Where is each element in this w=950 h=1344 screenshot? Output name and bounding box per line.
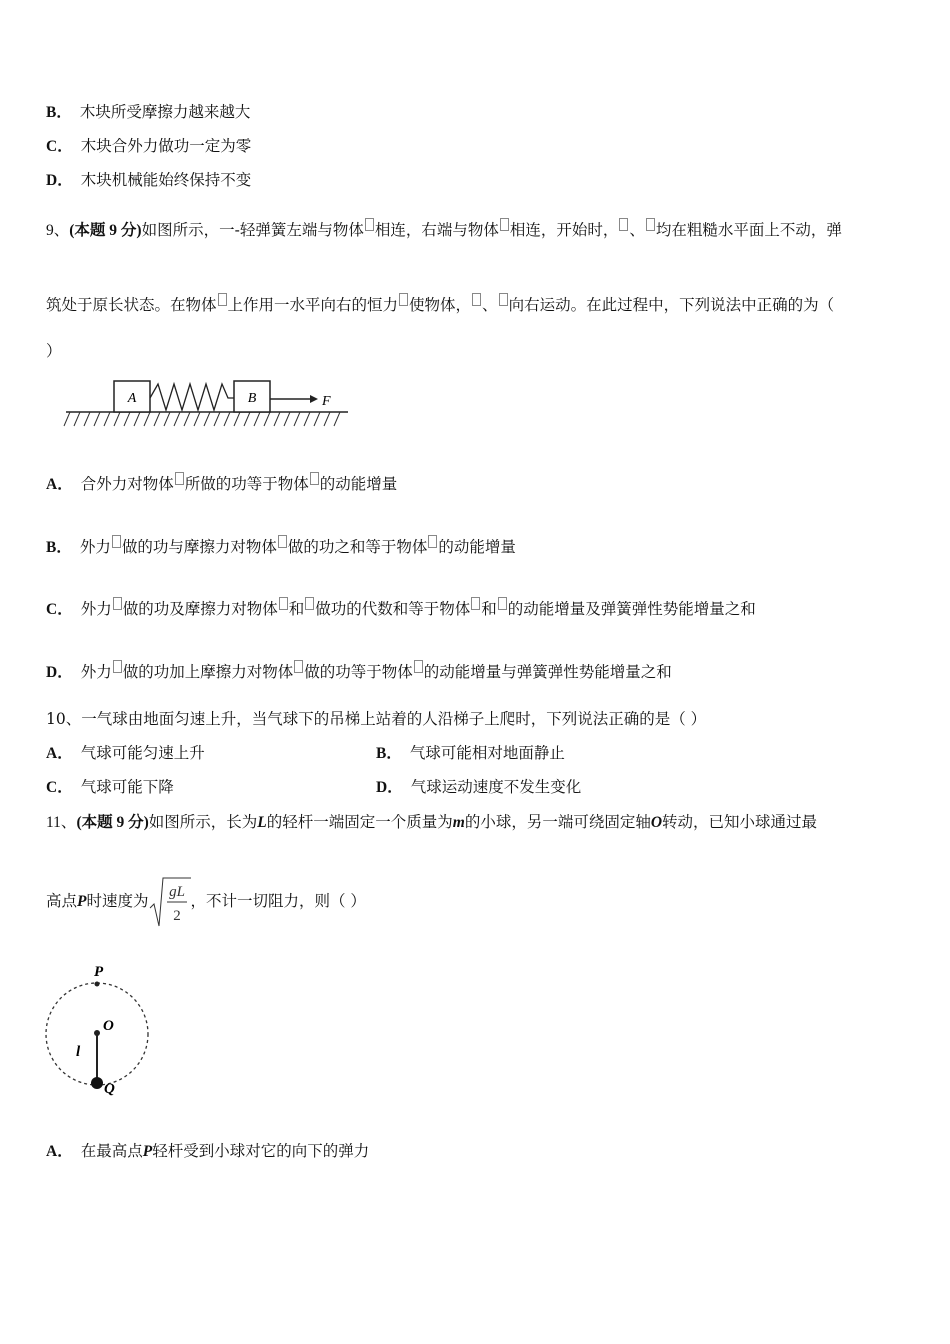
- q11-stem-line1: 11、(本题 9 分)如图所示，长为L的轻杆一端固定一个质量为m的小球，另一端可绕固定轴O转动，已知小球通过最: [46, 813, 818, 831]
- label-p: P: [94, 964, 104, 980]
- block-a-label: A: [127, 391, 137, 406]
- missing-glyph-icon: [428, 535, 437, 548]
- label-q: Q: [104, 1081, 115, 1097]
- q10-stem: 10、一气球由地面匀速上升，当气球下的吊梯上站着的人沿梯子上爬时，下列说法正确的是（ ）: [46, 710, 707, 728]
- missing-glyph-icon: [646, 218, 655, 231]
- q9-option-c: C． 外力 做的功及摩擦力对物体 和 做功的代数和等于物体 和 的动能增量及弹簧弹性势能增量之和: [46, 597, 756, 620]
- missing-glyph-icon: [218, 293, 227, 306]
- sqrt-formula: [149, 874, 191, 930]
- label-l: l: [76, 1044, 81, 1060]
- q9-spring-block-figure: [60, 372, 370, 434]
- point-p: [95, 982, 100, 987]
- missing-glyph-icon: [175, 472, 184, 485]
- missing-glyph-icon: [499, 293, 508, 306]
- q10-option-b: B． 气球可能相对地面静止: [376, 744, 565, 762]
- missing-glyph-icon: [500, 218, 509, 231]
- q9-stem-line1: 9、(本题 9 分)如图所示，一-轻弹簧左端与物体 相连，右端与物体 相连，开始时， 、 均在粗糙水平面上不动，弹: [46, 218, 842, 241]
- spring: [150, 384, 234, 410]
- missing-glyph-icon: [305, 597, 314, 610]
- formula-denominator: 2: [172, 908, 181, 924]
- missing-glyph-icon: [279, 597, 288, 610]
- q10-option-a: A． 气球可能匀速上升: [46, 744, 205, 762]
- q11-option-a: A． 在最高点P轻杆受到小球对它的向下的弹力: [46, 1142, 370, 1160]
- label-o: O: [103, 1018, 114, 1034]
- block-b-label: B: [247, 391, 257, 406]
- q11-stem-line2: 高点P时速度为 gL 2 ，不计一切阻力，则（ ）: [46, 871, 366, 931]
- force-label: F: [322, 394, 331, 409]
- formula-numerator: gL: [168, 884, 185, 900]
- missing-glyph-icon: [112, 535, 121, 548]
- q8-option-b: B． 木块所受摩擦力越来越大: [46, 103, 251, 121]
- q9-option-d: D． 外力 做的功加上摩擦力对物体 做的功等于物体 的动能增量与弹簧弹性势能增量之和: [46, 660, 672, 683]
- q10-option-c: C． 气球可能下降: [46, 778, 174, 796]
- q9-stem-line3: ）: [46, 342, 62, 360]
- missing-glyph-icon: [113, 660, 122, 673]
- q10-option-d: D． 气球运动速度不发生变化: [376, 778, 582, 796]
- missing-glyph-icon: [472, 293, 481, 306]
- missing-glyph-icon: [278, 535, 287, 548]
- missing-glyph-icon: [365, 218, 374, 231]
- q8-option-c: C． 木块合外力做功一定为零: [46, 137, 252, 155]
- q9-option-a: A． 合外力对物体 所做的功等于物体 的动能增量: [46, 472, 397, 495]
- ground-hatching: [64, 412, 340, 426]
- q9-option-b: B． 外力 做的功与摩擦力对物体 做的功之和等于物体 的动能增量: [46, 535, 516, 558]
- q11-circle-figure: [40, 960, 160, 1100]
- missing-glyph-icon: [294, 660, 303, 673]
- missing-glyph-icon: [498, 597, 507, 610]
- ball-q: [91, 1077, 103, 1089]
- missing-glyph-icon: [619, 218, 628, 231]
- q8-option-d: D． 木块机械能始终保持不变: [46, 171, 252, 189]
- missing-glyph-icon: [471, 597, 480, 610]
- missing-glyph-icon: [414, 660, 423, 673]
- arrowhead-icon: [310, 395, 318, 403]
- missing-glyph-icon: [310, 472, 319, 485]
- missing-glyph-icon: [113, 597, 122, 610]
- q9-stem-line2: 筑处于原长状态。在物体 上作用一水平向右的恒力 使物体， 、 向右运动。在此过程中，下列说法中正确的为（: [46, 293, 834, 315]
- missing-glyph-icon: [399, 293, 408, 306]
